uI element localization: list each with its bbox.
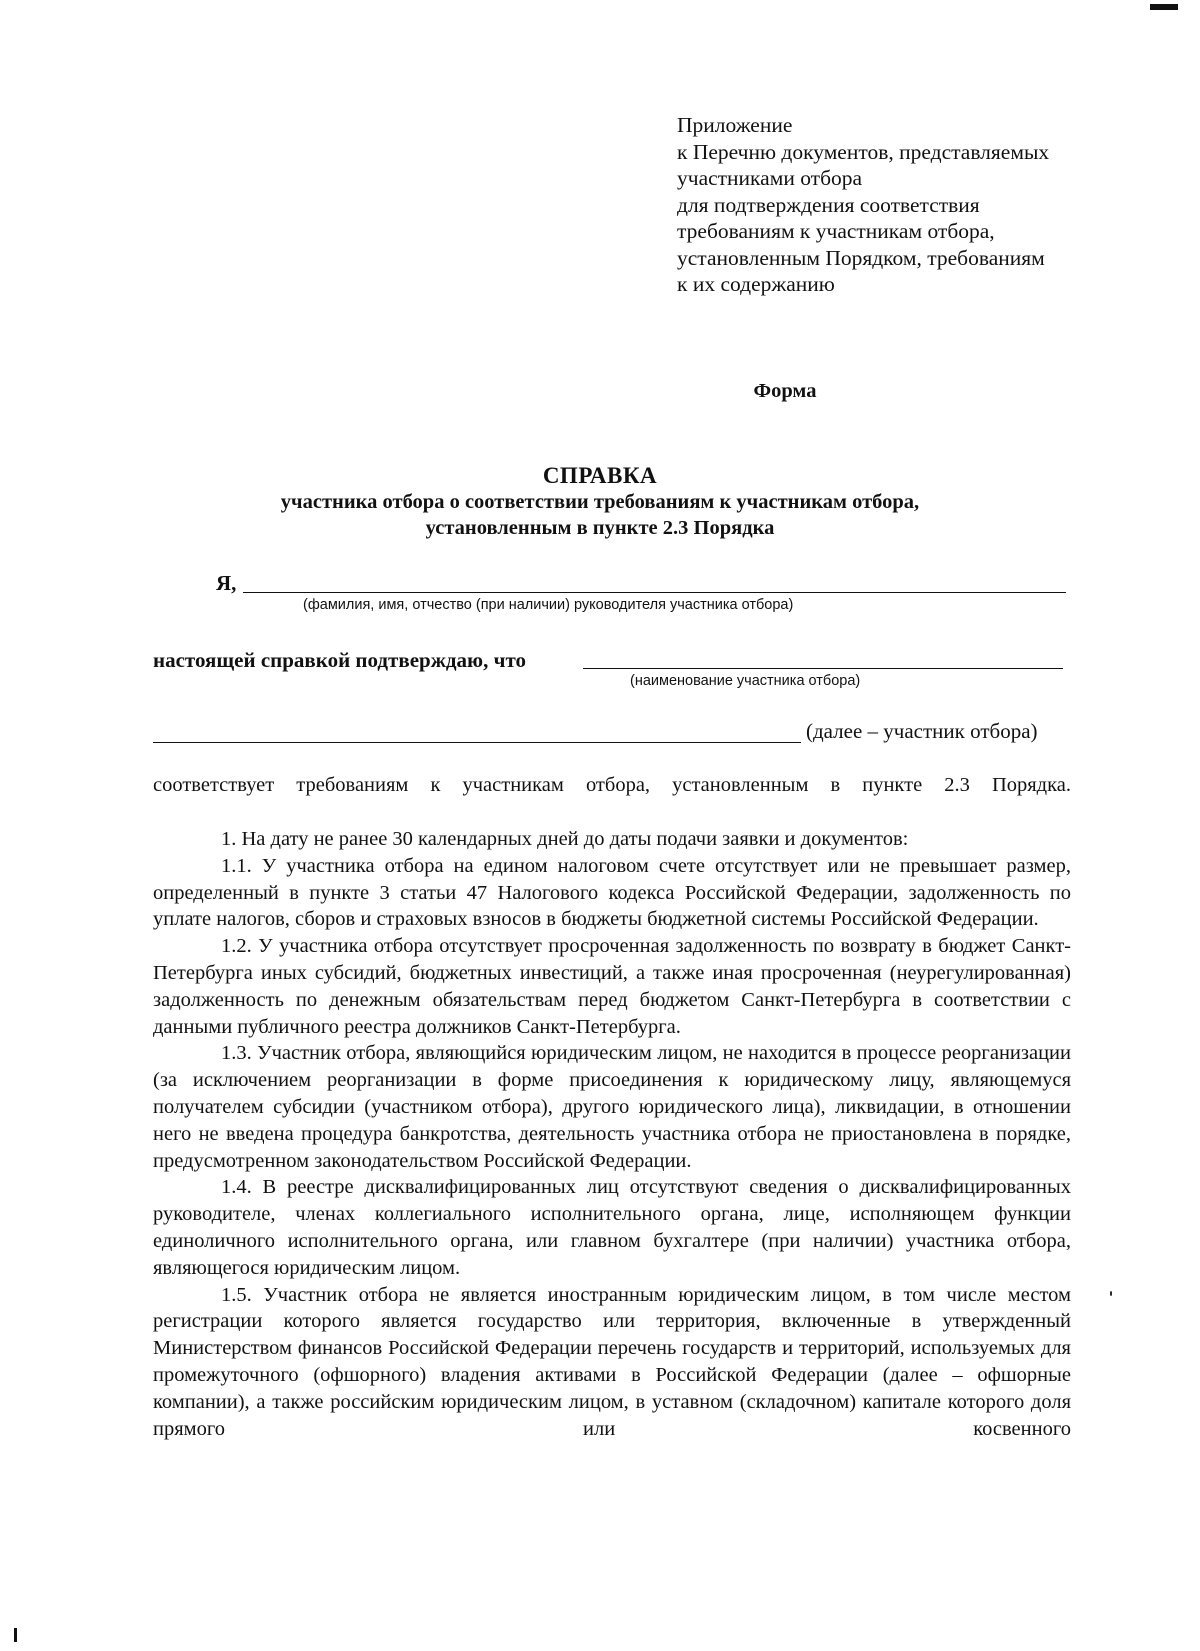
appendix-line: требованиям к участникам отбора, [677, 219, 995, 243]
scan-artifact-top [1150, 4, 1178, 10]
appendix-line: Приложение [677, 113, 793, 137]
intro-text: соответствует требованиям к участникам отбора, установленным в пункте 2.3 Порядка. [153, 774, 1071, 796]
appendix-line: к их содержанию [677, 272, 835, 296]
paragraph-1: 1. На дату не ранее 30 календарных дней до даты подачи заявки и документов: [221, 828, 909, 850]
paragraph-1-5: 1.5. Участник отбора не является иностранным юридическим лицом, в том числе местом регистрации которого является государство или территория, включенные в утвержденный Министерством финансов Российской Федерации перечень государств и территорий, используемых для промежуточного (офшорного) владения активами в Российской Федерации (далее – офшорные компании), а также российским юридическим лицом, в уставном (складочном) капитале которого доля прямого или косвенного [153, 1283, 1071, 1440]
appendix-line: для подтверждения соответствия [677, 192, 980, 217]
scan-speck [1110, 1291, 1112, 1296]
body-paragraphs [153, 826, 1071, 1442]
participant-name-field-continued[interactable] [153, 742, 801, 743]
paragraph-1-1: 1.1. У участника отбора на едином налоговом счете отсутствует или не превышает размер, определенный в пункте 3 статьи 47 Налогового кодекса Российской Федерации, задолженность по уплате налогов, сборов и страховых взносов в бюджеты бюджетной системы Российской Федерации. [153, 854, 1071, 931]
document-title: СПРАВКА [542, 463, 658, 488]
paragraph-1-4: 1.4. В реестре дисквалифицированных лиц отсутствуют сведения о дисквалифицированных руководителе, членах коллегиального исполнительного органа, лице, исполняющем функции единоличного исполнительного органа, или главном бухгалтере (при наличии) участника отбора, являющегося юридическим лицом. [153, 1176, 1071, 1279]
participant-name-caption: (наименование участника отбора) [630, 673, 861, 689]
hereinafter-text: (далее – участник отбора) [806, 719, 1038, 743]
confirm-label: настоящей справкой подтверждаю, что [153, 648, 526, 672]
appendix-line: к Перечню документов, представляемых [677, 139, 1050, 164]
paragraph-1-2: 1.2. У участника отбора отсутствует просроченная задолженность по возврату в бюджет Санкт-Петербурга иных субсидий, бюджетных инвестиций, а также иная просроченная (неурегулированная) задолженность по денежным обязательствам перед бюджетом Санкт-Петербурга в соответствии с данными публичного реестра должников Санкт-Петербурга. [153, 935, 1071, 1038]
appendix-line: участниками отбора [677, 166, 863, 190]
document-subtitle-line-2: установленным в пункте 2.3 Порядка [425, 517, 775, 539]
intro-paragraph [153, 772, 1071, 799]
head-name-caption: (фамилия, имя, отчество (при наличии) руководителя участника отбора) [303, 597, 794, 613]
participant-name-field[interactable] [583, 668, 1063, 669]
ya-label: Я, [216, 571, 237, 595]
document-subtitle-line-1: участника отбора о соответствии требованиям к участникам отбора, [280, 491, 920, 513]
scan-artifact-left [14, 1628, 17, 1642]
appendix-header [677, 112, 1147, 298]
head-name-field[interactable] [243, 592, 1066, 593]
appendix-line: установленным Порядком, требованиям [677, 245, 1045, 270]
form-label: Форма [753, 380, 817, 402]
paragraph-1-3: 1.3. Участник отбора, являющийся юридическим лицом, не находится в процессе реорганизации (за исключением реорганизации в форме присоединения к юридическому лицу, являющемуся получателем субсидии (участником отбора), другого юридического лица), ликвидации, в отношении него не введена процедура банкротства, деятельность участника отбора не приостановлена в порядке, предусмотренном законодательством Российской Федерации. [153, 1042, 1071, 1172]
